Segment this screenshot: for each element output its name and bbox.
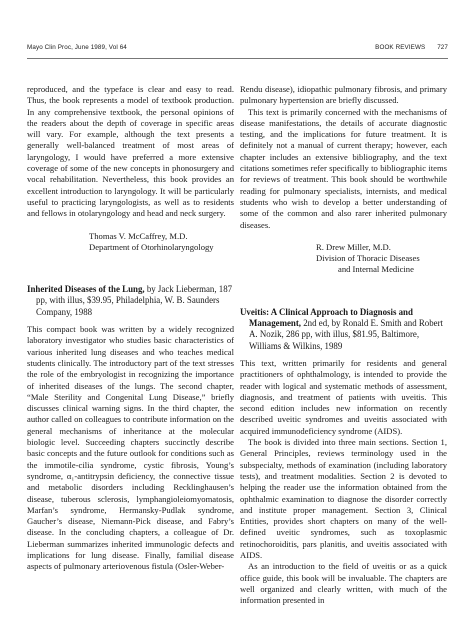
- continued-review-text: reproduced, and the typeface is clear and easy to read. Thus, the book represents a model of textbook production. In any comprehensive textbook, the personal opinions of the readers about the depth of coverage in specific areas will vary. For example, although the text presents a generally well-balanced treatment of most areas of laryngology, I would have preferred a more extensive coverage of some of the new concepts in phonosurgery and vocal rehabilitation. Nevertheless, this book provides an excellent introduction to laryngology. It will be particularly useful to practicing laryngologists, as well as to residents and fellows in otolaryngology and head and neck surgery.: [27, 84, 234, 219]
- running-head-right: [365, 44, 448, 51]
- left-column: [27, 84, 234, 573]
- book-citation: 2nd ed, by Ronald E. Smith and Robert A. Nozik, 286 pp, with illus, $81.95, Baltimore, Williams & Wilkins, 1989: [249, 318, 444, 351]
- right-column: [240, 84, 447, 606]
- review-body: [27, 324, 234, 573]
- reviewer-division: Division of Thoracic Diseases: [316, 253, 420, 264]
- page-number: 727: [437, 44, 448, 51]
- continued-review-text: Rendu disease), idiopathic pulmonary fibrosis, and primary pulmonary hypertension are briefly discussed.: [240, 84, 447, 106]
- book-citation: by Jack Lieberman, 187 pp, with illus, $39.95, Philadelphia, W. B. Saunders Company, 1988: [36, 284, 233, 317]
- review-body: [240, 358, 447, 607]
- review-paragraph: As an introduction to the field of uveitis or as a quick office guide, this book will be invaluable. The chapters are well organized and clearly written, with much of the information presented in: [240, 561, 447, 606]
- book-title: Uveitis: A Clinical Approach to Diagnosis and Management,: [240, 306, 413, 329]
- reviewer-division-line-2: and Internal Medicine: [338, 264, 414, 275]
- review-paragraph: This compact book was written by a widely recognized laboratory investigator who studies basic characteristics of various inherited lung diseases and who teaches medical students clinically. The introductory part of the text stresses the role of the embryologist in recognizing the importance of inherited diseases of the lungs. The second chapter, “Male Sterility and Congenital Lung Disease,” briefly discusses clinical warning signs. In the third chapter, the author called on colleagues to contribute information on the general mechanisms of inheritance at the molecular biologic level. Succeeding chapters succinctly describe basic concepts and the future outlook for conditions such as the immotile-cilia syndrome, cystic fibrosis, Young’s syndrome, α₁-antitrypsin deficiency, the connective tissue and metabolic disorders including Recklinghausen’s disease, tuberous sclerosis, lymphangioleiomyomatosis, Marfan’s syndrome, Hermansky-Pudlak syndrome, Gaucher’s disease, Niemann-Pick disease, and Fabry’s disease. In the concluding chapters, a colleague of Dr. Lieberman summarizes inherited immunologic defects and implications for lung disease. Finally, familial disease aspects of pulmonary arteriovenous fistula (Osler-Weber-: [27, 324, 234, 572]
- reviewer-name: Thomas V. McCaffrey, M.D.: [89, 230, 188, 241]
- review-paragraph: This text, written primarily for residents and general practitioners of ophthalmology, is intended to provide the reader with logical and systematic methods of assessment, diagnosis, and treatment of patients with uveitis. This second edition includes new information on recently described uveitic syndromes and uveitis associated with acquired immunodeficiency syndrome (AIDS).: [240, 357, 447, 436]
- review-paragraph: The book is divided into three main sections. Section 1, General Principles, reviews terminology used in the subspecialty, methods of examination (including laboratory tests), and treatment modalities. Section 2 is devoted to helping the reader use the information obtained from the ophthalmic examination to diagnose the disorder correctly and institute proper management. Section 3, Clinical Entities, provides short chapters on many of the well-defined uveitic syndromes, such as toxoplasmic retinochoroiditis, pars planitis, and uveitis associated with AIDS.: [240, 437, 447, 560]
- review-heading: [27, 284, 234, 318]
- reviewer-signature: [27, 231, 234, 254]
- reviewer-department: Department of Otorhinolaryngology: [89, 241, 214, 252]
- running-head: [27, 44, 448, 51]
- journal-citation: Mayo Clin Proc, June 1989, Vol 64: [27, 44, 127, 51]
- review-heading: [240, 307, 447, 352]
- review-paragraph: This text is primarily concerned with the mechanisms of disease manifestations, the details of accurate diagnostic testing, and the implications for future treatment. It is definitely not a manual of current therapy; however, each chapter includes an extensive bibliography, and the text citations sometimes refer specifically to bibliographic items for reviews of treatment. This book should be worthwhile reading for pulmonary specialists, internists, and medical students who wish to develop a better understanding of some of the common and also rarer inherited pulmonary diseases.: [240, 106, 447, 230]
- reviewer-signature: [240, 242, 447, 276]
- header-rule: [27, 58, 448, 59]
- reviewer-name: R. Drew Miller, M.D.: [316, 241, 391, 252]
- section-title: BOOK REVIEWS: [375, 44, 426, 51]
- book-title: Inherited Diseases of the Lung,: [27, 284, 145, 295]
